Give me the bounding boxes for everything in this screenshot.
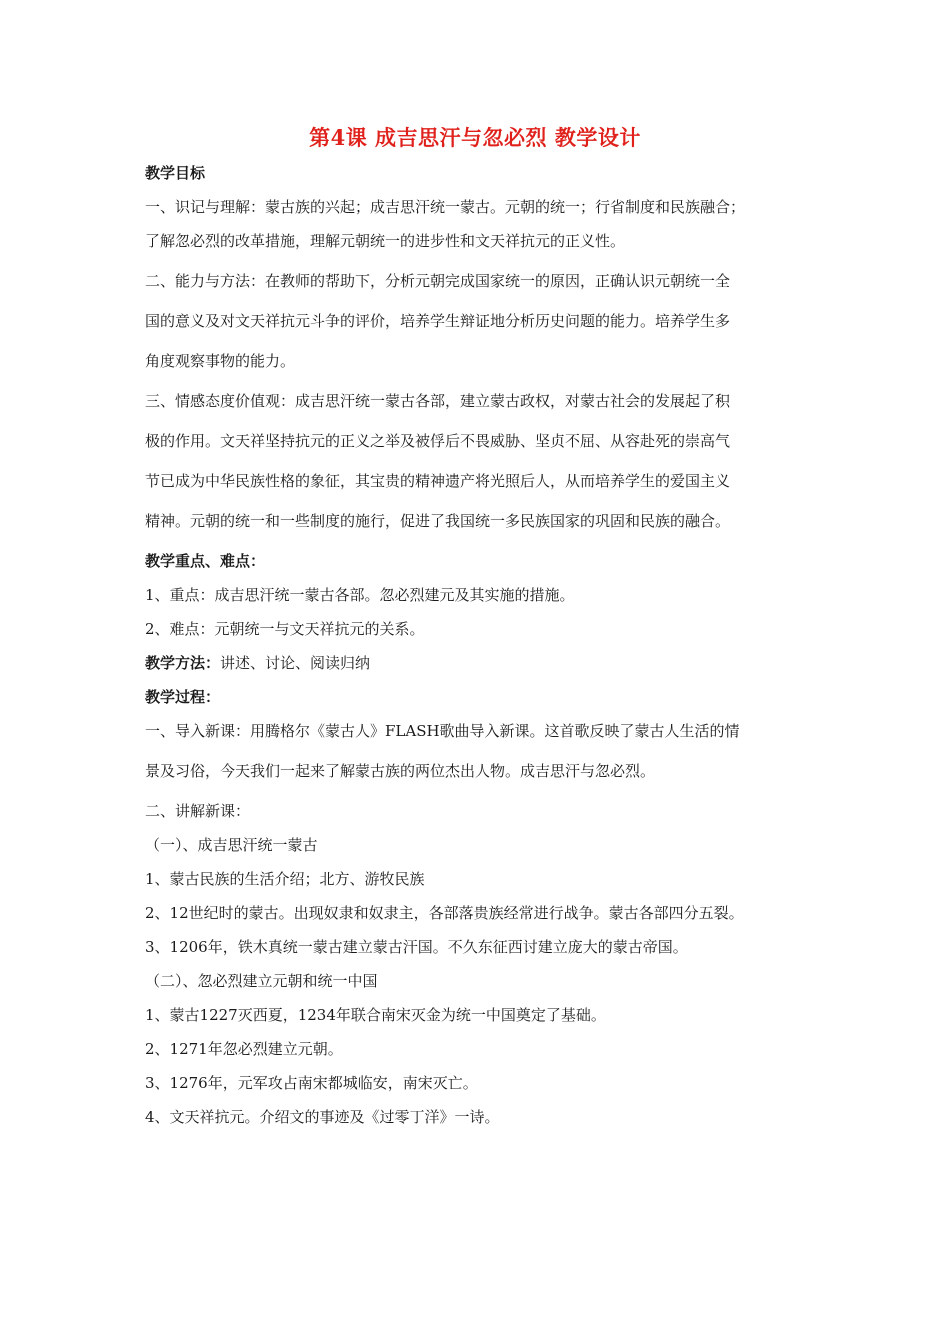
paragraph-line: 二、能力与方法：在教师的帮助下，分析元朝完成国家统一的原因，正确认识元朝统一全 bbox=[145, 272, 731, 290]
list-item: 4、文天祥抗元。介绍文的事迹及《过零丁洋》一诗。 bbox=[145, 1108, 500, 1126]
document-body bbox=[145, 160, 810, 1138]
list-item: 1、蒙古1227灭西夏，1234年联合南宋灭金为统一中国奠定了基础。 bbox=[145, 1006, 606, 1024]
page-title: 第4课 成吉思汗与忽必烈 教学设计 bbox=[309, 125, 641, 150]
paragraph-line: 国的意义及对文天祥抗元斗争的评价，培养学生辩证地分析历史问题的能力。培养学生多 bbox=[145, 312, 731, 330]
paragraph-line: 2、难点：元朝统一与文天祥抗元的关系。 bbox=[145, 620, 425, 638]
paragraph-line: 节已成为中华民族性格的象征，其宝贵的精神遗产将光照后人，从而培养学生的爱国主义 bbox=[145, 472, 731, 490]
paragraph-line: 1、重点：成吉思汗统一蒙古各部。忽必烈建元及其实施的措施。 bbox=[145, 586, 575, 604]
paragraph-line: 了解忽必烈的改革措施，理解元朝统一的进步性和文天祥抗元的正义性。 bbox=[145, 232, 626, 250]
list-item: 3、1206年，铁木真统一蒙古建立蒙古汗国。不久东征西讨建立庞大的蒙古帝国。 bbox=[145, 938, 688, 956]
heading-method: 教学方法： bbox=[145, 654, 221, 672]
heading-process: 教学过程： bbox=[145, 688, 221, 706]
paragraph-line: 一、导入新课：用腾格尔《蒙古人》FLASH歌曲导入新课。这首歌反映了蒙古人生活的情 bbox=[145, 722, 740, 740]
paragraph-line: 极的作用。文天祥坚持抗元的正义之举及被俘后不畏威胁、坚贞不屈、从容赴死的崇高气 bbox=[145, 432, 731, 450]
list-item: 3、1276年，元军攻占南宋都城临安，南宋灭亡。 bbox=[145, 1074, 478, 1092]
list-item: 2、1271年忽必烈建立元朝。 bbox=[145, 1040, 343, 1058]
list-item: 1、蒙古民族的生活介绍；北方、游牧民族 bbox=[145, 870, 425, 888]
paragraph-line: 精神。元朝的统一和一些制度的施行，促进了我国统一多民族国家的巩固和民族的融合。 bbox=[145, 512, 731, 530]
paragraph-line: 角度观察事物的能力。 bbox=[145, 352, 296, 370]
paragraph-line: 一、识记与理解：蒙古族的兴起；成吉思汗统一蒙古。元朝的统一；行省制度和民族融合； bbox=[145, 198, 746, 216]
paragraph-line: 三、情感态度价值观：成吉思汗统一蒙古各部，建立蒙古政权，对蒙古社会的发展起了积 bbox=[145, 392, 731, 410]
method-line bbox=[145, 650, 810, 684]
method-text: 讲述、讨论、阅读归纳 bbox=[220, 654, 371, 672]
subheading-part1: （一）、成吉思汗统一蒙古 bbox=[145, 836, 318, 854]
list-item: 2、12世纪时的蒙古。出现奴隶和奴隶主，各部落贵族经常进行战争。蒙古各部四分五裂。 bbox=[145, 904, 744, 922]
heading-objectives: 教学目标 bbox=[145, 164, 206, 182]
subheading-part2: （二）、忽必烈建立元朝和统一中国 bbox=[145, 972, 378, 990]
heading-key-points: 教学重点、难点： bbox=[145, 552, 266, 570]
paragraph-line: 景及习俗，今天我们一起来了解蒙古族的两位杰出人物。成吉思汗与忽必烈。 bbox=[145, 762, 656, 780]
paragraph-line: 二、讲解新课： bbox=[145, 802, 251, 820]
